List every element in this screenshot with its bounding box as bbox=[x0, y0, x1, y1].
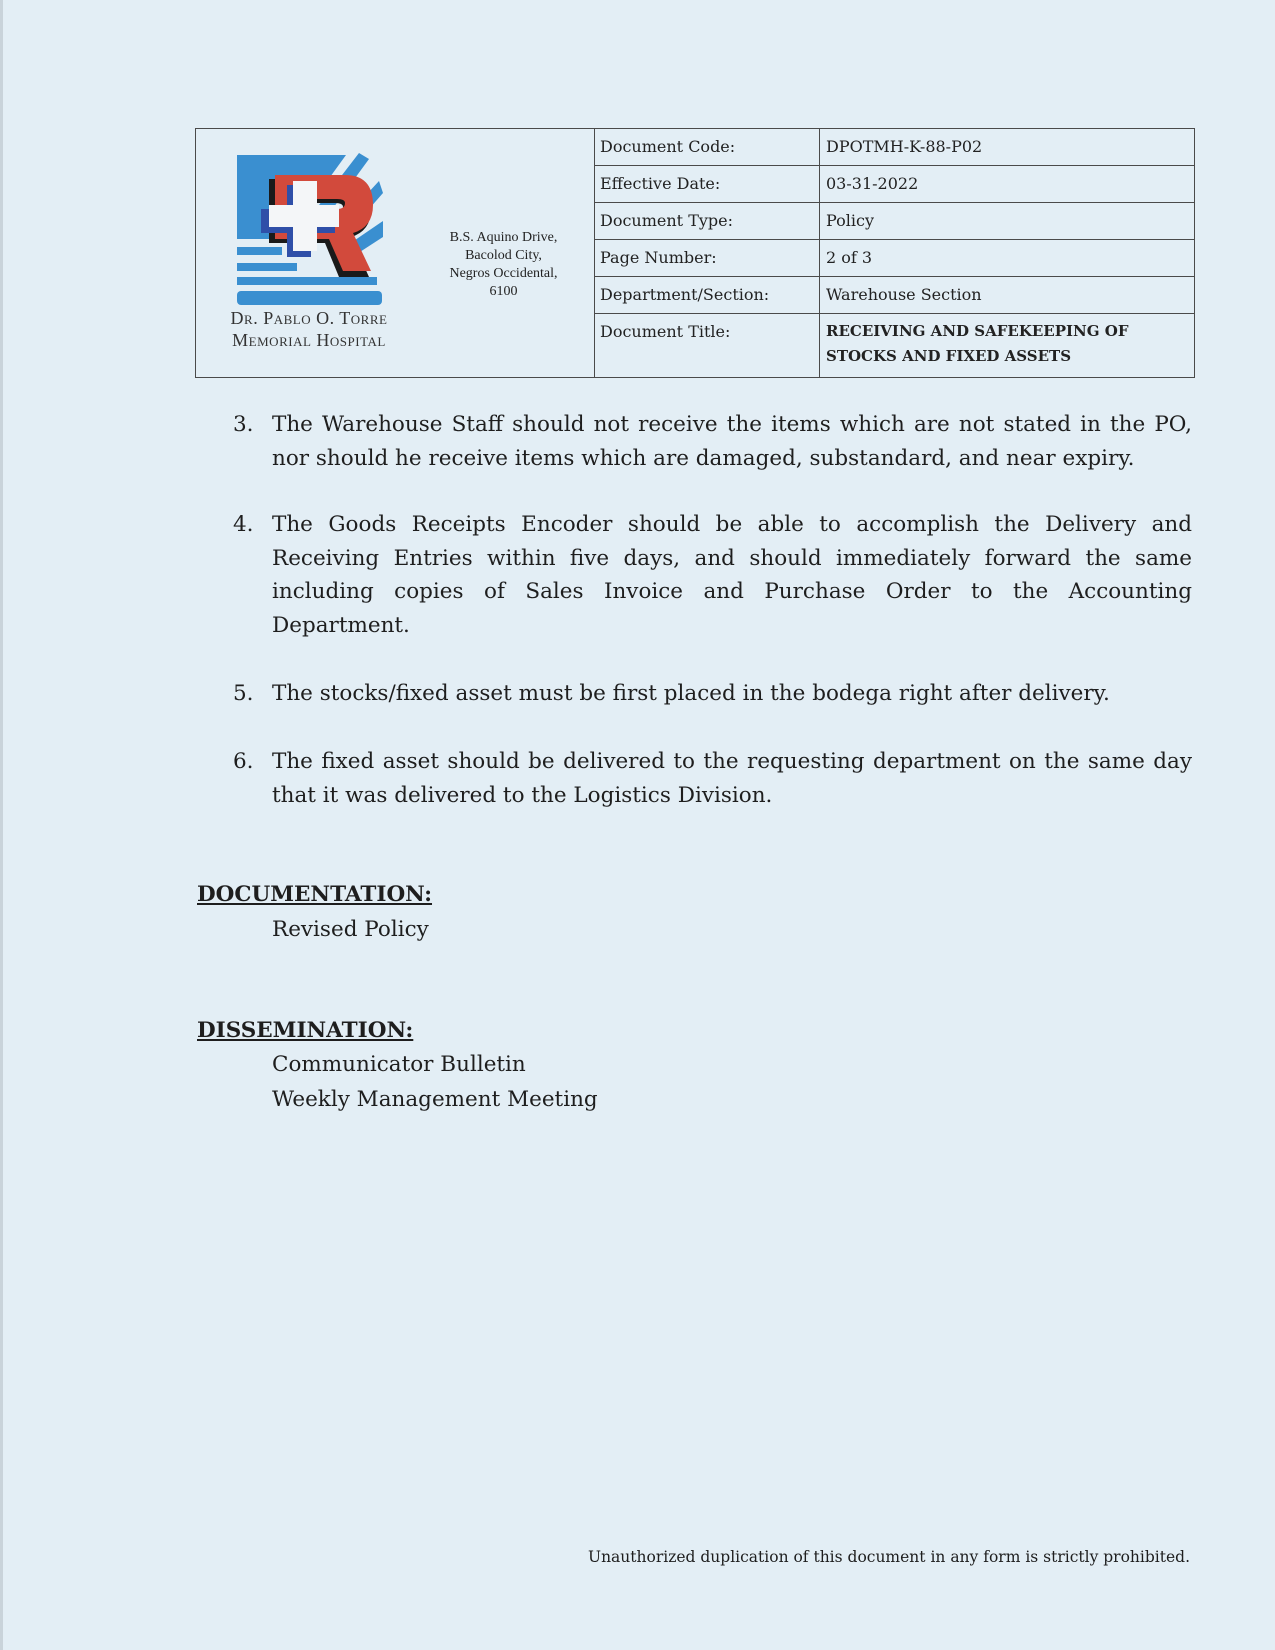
policy-item-text: The stocks/fixed asset must be first placed in the bodega right after delivery. bbox=[272, 681, 1110, 706]
address-line: 6100 bbox=[489, 284, 518, 299]
document-header-table bbox=[195, 128, 1195, 378]
policy-item-number: 5. bbox=[233, 681, 254, 706]
meta-label: Document Code: bbox=[594, 129, 820, 165]
hospital-name-line1: Dr. Pablo O. Torre bbox=[230, 308, 388, 328]
meta-row-department bbox=[594, 277, 1194, 314]
policy-item bbox=[233, 745, 1193, 812]
page-edge-shadow bbox=[0, 0, 3, 1650]
policy-item bbox=[233, 677, 1193, 711]
meta-row-effective-date bbox=[594, 166, 1194, 203]
policy-item-text: The Warehouse Staff should not receive the items which are not stated in the PO, nor should he receive items which are damaged, substandard, and near expiry. bbox=[272, 412, 1192, 471]
address-line: Bacolod City, bbox=[465, 248, 542, 263]
document-meta-grid bbox=[594, 129, 1194, 377]
hospital-name bbox=[204, 307, 414, 351]
address-line: Negros Occidental, bbox=[449, 266, 558, 281]
policy-item-number: 6. bbox=[233, 749, 254, 774]
meta-label: Department/Section: bbox=[594, 277, 820, 313]
policy-item-text: The fixed asset should be delivered to the requesting department on the same day that it was delivered to the Logistics Division. bbox=[272, 749, 1192, 808]
meta-label: Document Type: bbox=[594, 203, 820, 239]
meta-value: Policy bbox=[826, 211, 874, 230]
meta-row-document-code bbox=[594, 129, 1194, 166]
meta-value: DPOTMH-K-88-P02 bbox=[826, 137, 983, 156]
address-line: B.S. Aquino Drive, bbox=[449, 230, 558, 245]
dissemination-item: Communicator Bulletin bbox=[272, 1052, 526, 1077]
meta-row-page-number bbox=[594, 240, 1194, 277]
documentation-item: Revised Policy bbox=[272, 917, 429, 942]
meta-row-document-type bbox=[594, 203, 1194, 240]
hospital-name-line2: Memorial Hospital bbox=[232, 330, 386, 350]
meta-value: 2 of 3 bbox=[826, 248, 873, 267]
meta-value: 03-31-2022 bbox=[826, 174, 919, 193]
policy-item-number: 3. bbox=[233, 412, 254, 437]
meta-label: Page Number: bbox=[594, 240, 820, 276]
documentation-heading: DOCUMENTATION: bbox=[197, 882, 433, 907]
hospital-address bbox=[416, 229, 591, 301]
policy-item bbox=[233, 408, 1193, 475]
meta-row-document-title bbox=[594, 314, 1194, 377]
document-title: RECEIVING AND SAFEKEEPING OF STOCKS AND FIXED ASSETS bbox=[826, 322, 1129, 365]
meta-label: Document Title: bbox=[594, 314, 820, 377]
policy-item-text: The Goods Receipts Encoder should be able to accomplish the Delivery and Receiving Entries within five days, and should immediately forward the same including copies of Sales Invoice and Purchase Order to the Accounting Department. bbox=[272, 512, 1192, 638]
meta-value: Warehouse Section bbox=[826, 285, 982, 304]
dissemination-item: Weekly Management Meeting bbox=[272, 1087, 598, 1112]
dissemination-heading: DISSEMINATION: bbox=[197, 1018, 414, 1043]
hospital-logo-icon bbox=[231, 151, 386, 306]
policy-item-number: 4. bbox=[233, 512, 254, 537]
hospital-logo-block bbox=[196, 129, 595, 377]
policy-item bbox=[233, 508, 1193, 642]
footer-notice: Unauthorized duplication of this document in any form is strictly prohibited. bbox=[588, 1548, 1190, 1566]
meta-label: Effective Date: bbox=[594, 166, 820, 202]
